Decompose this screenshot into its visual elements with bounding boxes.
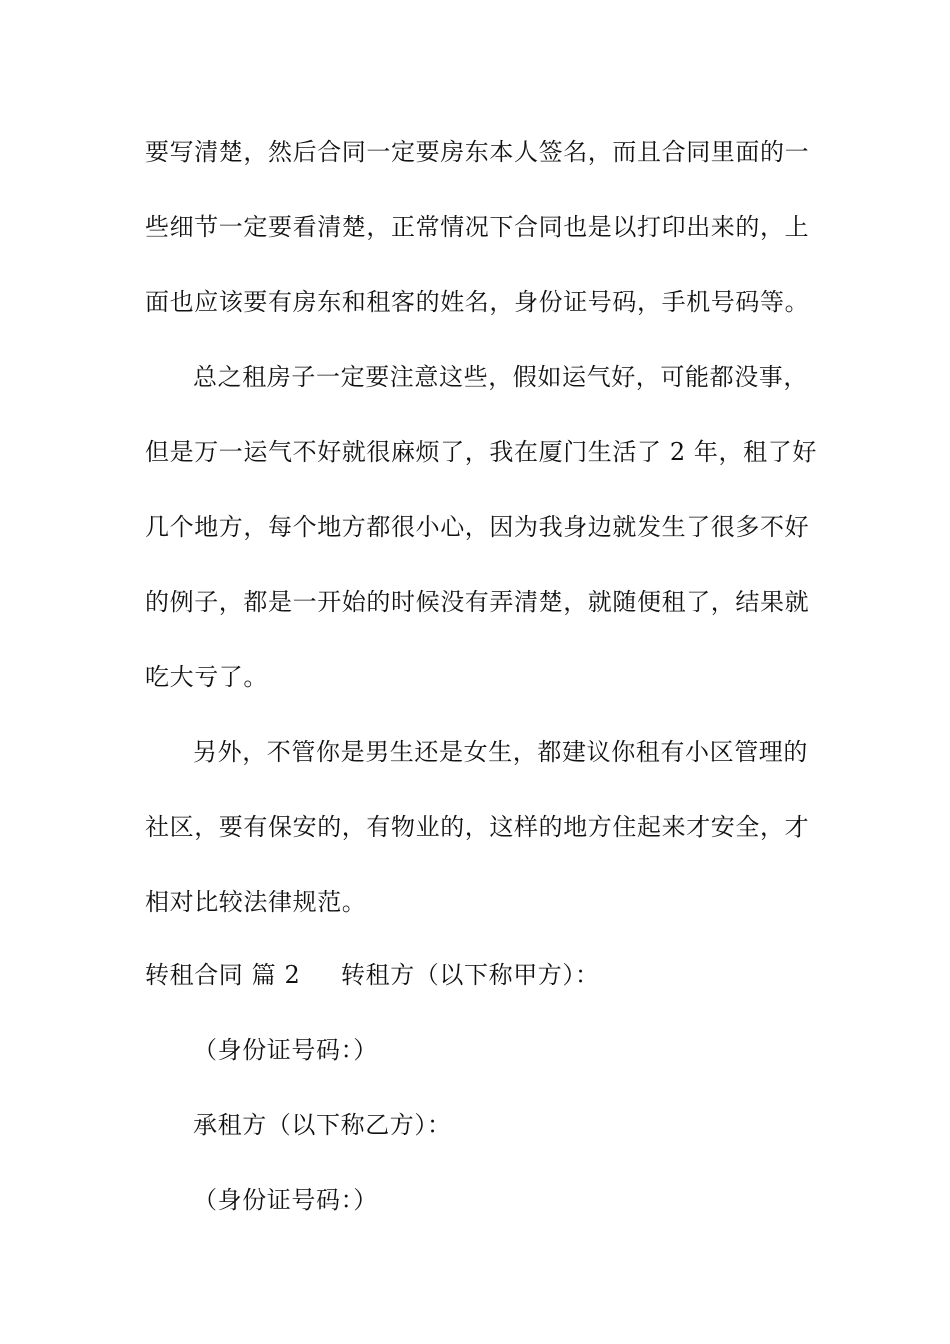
- paragraph-2-line-4: 的例子，都是一开始的时候没有弄清楚，就随便租了，结果就: [145, 588, 810, 616]
- paragraph-1-line-1: 要写清楚，然后合同一定要房东本人签名，而且合同里面的一: [145, 138, 810, 166]
- paragraph-3-line-2: 社区，要有保安的，有物业的，这样的地方住起来才安全，才: [145, 813, 810, 841]
- paragraph-2-line-1: 总之租房子一定要注意这些，假如运气好，可能都没事，: [193, 363, 808, 391]
- paragraph-2-line-3: 几个地方，每个地方都很小心，因为我身边就发生了很多不好: [145, 513, 810, 541]
- party-b-id: （身份证号码：）: [193, 1186, 378, 1214]
- paragraph-3-line-3: 相对比较法律规范。: [145, 888, 367, 916]
- party-a-label: 转租方（以下称甲方）：: [341, 961, 600, 989]
- paragraph-1-line-3: 面也应该要有房东和租客的姓名，身份证号码，手机号码等。: [145, 288, 810, 316]
- paragraph-3-line-1: 另外，不管你是男生还是女生，都建议你租有小区管理的: [193, 738, 808, 766]
- paragraph-2-line-5: 吃大亏了。: [145, 663, 268, 691]
- party-a-id: （身份证号码：）: [193, 1036, 378, 1064]
- paragraph-1-line-2: 些细节一定要看清楚，正常情况下合同也是以打印出来的，上: [145, 213, 810, 241]
- contract-heading: 转租合同 篇 2: [145, 961, 301, 989]
- paragraph-2-line-2: 但是万一运气不好就很麻烦了，我在厦门生活了 2 年，租了好: [145, 438, 817, 466]
- party-b-label: 承租方（以下称乙方）：: [193, 1111, 452, 1139]
